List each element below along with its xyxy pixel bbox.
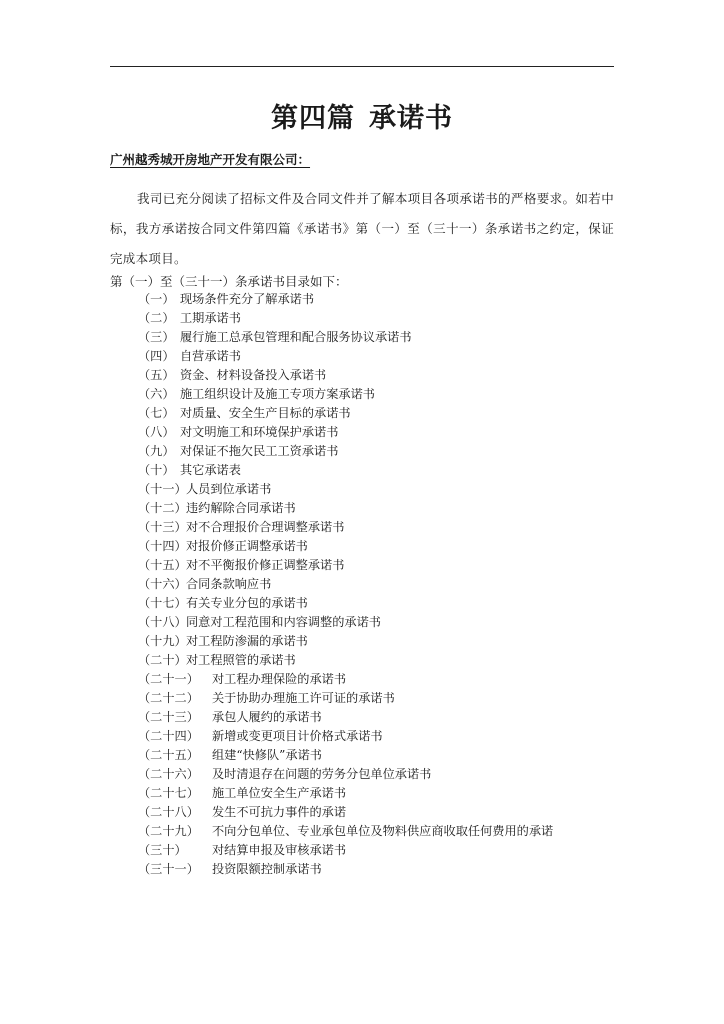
page-title xyxy=(0,96,724,135)
list-item xyxy=(138,575,608,594)
list-item-text: 自营承诺书 xyxy=(180,349,241,363)
list-item-number: （三十） xyxy=(138,843,187,857)
addressee xyxy=(110,150,310,168)
list-item xyxy=(138,651,608,670)
list-item-number: （十九） xyxy=(138,634,187,648)
title-part-number: 第四篇 xyxy=(271,103,355,134)
commitment-paragraph: 我司已充分阅读了招标文件及合同文件并了解本项目各项承诺书的严格要求。如若中标，我方承诺按合同文件第四篇《承诺书》第（一）至（三十一）条承诺书之约定，保证完成本项目。 xyxy=(110,191,614,266)
list-item-number: （二十五） xyxy=(138,748,199,762)
list-item-text: 对工程照管的承诺书 xyxy=(186,653,296,667)
list-item xyxy=(138,499,608,518)
list-item-text: 对结算申报及审核承诺书 xyxy=(212,843,347,857)
list-item xyxy=(138,784,608,803)
list-item-text: 及时清退存在问题的劳务分包单位承诺书 xyxy=(212,767,432,781)
list-item xyxy=(138,803,608,822)
list-item-text: 履行施工总承包管理和配合服务协议承诺书 xyxy=(180,330,412,344)
list-item xyxy=(138,632,608,651)
list-item xyxy=(138,385,608,404)
list-item xyxy=(138,860,608,879)
list-item-number: （十八） xyxy=(138,615,187,629)
list-item-number: （十七） xyxy=(138,596,187,610)
list-item-number: （二十二） xyxy=(138,691,199,705)
list-item-number: （八） xyxy=(138,425,175,439)
list-item-number: （二） xyxy=(138,311,175,325)
list-item-text: 对报价修正调整承诺书 xyxy=(186,539,308,553)
list-item-text: 人员到位承诺书 xyxy=(186,482,272,496)
list-item xyxy=(138,328,608,347)
list-item xyxy=(138,841,608,860)
list-item-number: （九） xyxy=(138,444,175,458)
list-item-number: （二十一） xyxy=(138,672,199,686)
list-item xyxy=(138,670,608,689)
list-item xyxy=(138,822,608,841)
list-item-text: 对不平衡报价修正调整承诺书 xyxy=(186,558,345,572)
list-item-text: 发生不可抗力事件的承诺 xyxy=(212,805,347,819)
title-part-name: 承诺书 xyxy=(369,103,453,134)
list-item xyxy=(138,613,608,632)
list-item-number: （十三） xyxy=(138,520,187,534)
list-item-number: （五） xyxy=(138,368,175,382)
list-item-text: 违约解除合同承诺书 xyxy=(186,501,296,515)
commitment-list xyxy=(138,290,608,879)
list-item-text: 对工程办理保险的承诺书 xyxy=(212,672,347,686)
list-item-text: 资金、材料设备投入承诺书 xyxy=(180,368,327,382)
list-item-text: 对文明施工和环境保护承诺书 xyxy=(180,425,339,439)
list-item-text: 现场条件充分了解承诺书 xyxy=(180,292,315,306)
list-item-number: （二十六） xyxy=(138,767,199,781)
list-item-number: （三十一） xyxy=(138,862,199,876)
list-item-number: （四） xyxy=(138,349,175,363)
list-item-number: （十五） xyxy=(138,558,187,572)
list-item xyxy=(138,556,608,575)
list-item-text: 承包人履约的承诺书 xyxy=(212,710,322,724)
list-item xyxy=(138,404,608,423)
list-item-text: 合同条款响应书 xyxy=(186,577,272,591)
list-item xyxy=(138,461,608,480)
list-item-number: （二十九） xyxy=(138,824,199,838)
list-item xyxy=(138,765,608,784)
list-intro: 第（一）至（三十一）条承诺书目录如下： xyxy=(110,274,348,289)
list-item-text: 投资限额控制承诺书 xyxy=(212,862,322,876)
list-item xyxy=(138,518,608,537)
list-item xyxy=(138,594,608,613)
list-item-number: （二十三） xyxy=(138,710,199,724)
list-item-text: 组建“快修队”承诺书 xyxy=(212,748,322,762)
list-item-text: 对工程防渗漏的承诺书 xyxy=(186,634,308,648)
list-item xyxy=(138,347,608,366)
list-item-number: （六） xyxy=(138,387,175,401)
list-item xyxy=(138,480,608,499)
list-item-number: （二十） xyxy=(138,653,187,667)
list-item-number: （十六） xyxy=(138,577,187,591)
list-item-text: 关于协助办理施工许可证的承诺书 xyxy=(212,691,395,705)
list-item-text: 其它承诺表 xyxy=(180,463,241,477)
list-item-number: （二十八） xyxy=(138,805,199,819)
list-item-number: （一） xyxy=(138,292,175,306)
list-item-text: 同意对工程范围和内容调整的承诺书 xyxy=(186,615,381,629)
list-item-number: （十四） xyxy=(138,539,187,553)
list-item-number: （三） xyxy=(138,330,175,344)
list-item-text: 新增或变更项目计价格式承诺书 xyxy=(212,729,383,743)
addressee-colon: ： xyxy=(297,152,311,167)
list-item xyxy=(138,708,608,727)
list-item-text: 施工组织设计及施工专项方案承诺书 xyxy=(180,387,375,401)
list-item-number: （十一） xyxy=(138,482,187,496)
list-item xyxy=(138,689,608,708)
list-item-number: （二十四） xyxy=(138,729,199,743)
list-item-text: 对不合理报价合理调整承诺书 xyxy=(186,520,345,534)
list-item-number: （十） xyxy=(138,463,175,477)
list-item xyxy=(138,746,608,765)
list-item xyxy=(138,366,608,385)
list-item-number: （二十七） xyxy=(138,786,199,800)
list-item-text: 施工单位安全生产承诺书 xyxy=(212,786,347,800)
list-item-text: 不向分包单位、专业承包单位及物料供应商收取任何费用的承诺 xyxy=(212,824,554,838)
list-item-text: 工期承诺书 xyxy=(180,311,241,325)
list-item xyxy=(138,290,608,309)
list-item-number: （十二） xyxy=(138,501,187,515)
list-item-number: （七） xyxy=(138,406,175,420)
addressee-company: 广州越秀城开房地产开发有限公司 xyxy=(110,152,298,167)
list-item-text: 对保证不拖欠民工工资承诺书 xyxy=(180,444,339,458)
list-item xyxy=(138,309,608,328)
list-item xyxy=(138,537,608,556)
header-rule xyxy=(110,66,614,67)
list-item-text: 有关专业分包的承诺书 xyxy=(186,596,308,610)
list-item-text: 对质量、安全生产目标的承诺书 xyxy=(180,406,351,420)
list-item xyxy=(138,423,608,442)
list-item xyxy=(138,727,608,746)
list-item xyxy=(138,442,608,461)
